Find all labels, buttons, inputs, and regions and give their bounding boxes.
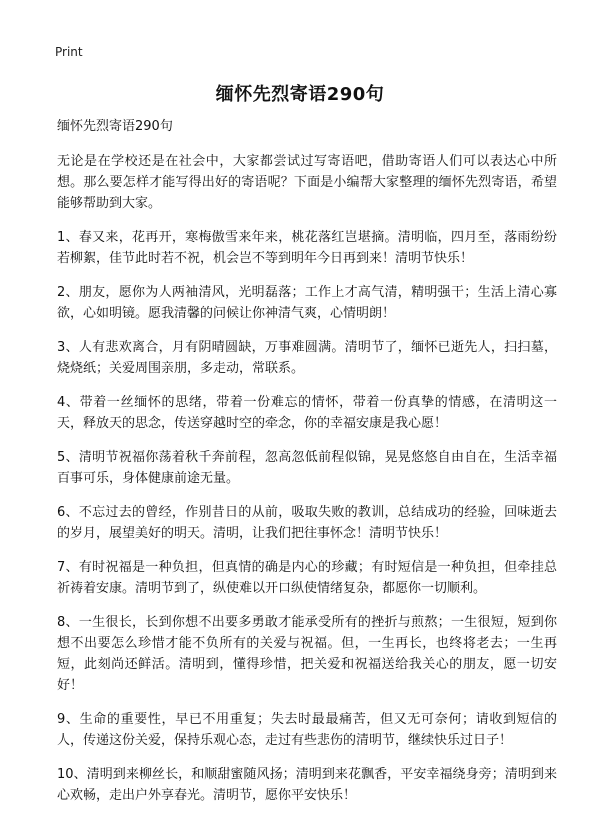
list-item: 9、生命的重要性，早已不用重复；失去时最最痛苦，但又无可奈何；请收到短信的人，传递这份关爱，保持乐观心态，走过有些悲伤的清明节，继续快乐过日子！ — [57, 712, 557, 748]
list-item: 2、朋友，愿你为人两袖清风，光明磊落；工作上才高气清，精明强干；生活上清心寡欲，心如明镜。愿我清馨的问候让你神清气爽，心情明朗！ — [57, 285, 557, 321]
list-item: 5、清明节祝福你荡着秋千奔前程，忽高忽低前程似锦，晃晃悠悠自由自在，生活幸福百事可乐，身体健康前途无量。 — [57, 450, 557, 486]
print-link[interactable]: Print — [55, 45, 83, 59]
intro-paragraph: 无论是在学校还是在社会中，大家都尝试过写寄语吧，借助寄语人们可以表达心中所想。那么要怎样才能写得出好的寄语呢？下面是小编帮大家整理的缅怀先烈寄语，希望能够帮助到大家。 — [57, 154, 557, 211]
list-item: 4、带着一丝缅怀的思绪，带着一份难忘的情怀，带着一份真挚的情感，在清明这一天，释放天的思念，传送穿越时空的牵念，你的幸福安康是我心愿！ — [57, 395, 557, 431]
page-title: 缅怀先烈寄语290句 — [215, 84, 385, 105]
document-body — [57, 117, 557, 819]
list-item: 10、清明到来柳丝长，和顺甜蜜随风扬；清明到来花飘香，平安幸福绕身旁；清明到来心欢畅，走出户外享春光。清明节，愿你平安快乐！ — [57, 767, 557, 803]
list-item: 8、一生很长，长到你想不出要多勇敢才能承受所有的挫折与煎熬；一生很短，短到你想不出要怎么珍惜才能不负所有的关爱与祝福。但，一生再长，也终将老去；一生再短，此刻尚还鲜活。清明到，懂得珍惜，把关爱和祝福送给我关心的朋友，愿一切安好！ — [57, 615, 557, 693]
list-item: 1、春又来，花再开，寒梅傲雪来年来，桃花落红岂堪摘。清明临，四月至，落雨纷纷若柳絮，佳节此时若不祝，机会岂不等到明年今日再到来！清明节快乐！ — [57, 230, 557, 266]
list-item: 7、有时祝福是一种负担，但真情的确是内心的珍藏；有时短信是一种负担，但牵挂总祈祷着安康。清明节到了，纵使难以开口纵使情绪复杂，都愿你一切顺利。 — [57, 560, 557, 596]
document-subtitle: 缅怀先烈寄语290句 — [57, 119, 173, 134]
list-item: 6、不忘过去的曾经，作别昔日的从前，吸取失败的教训，总结成功的经验，回味逝去的岁月，展望美好的明天。清明，让我们把往事怀念！清明节快乐！ — [57, 505, 557, 541]
list-item: 3、人有悲欢离合，月有阴晴圆缺，万事难圆满。清明节了，缅怀已逝先人，扫扫墓，烧烧纸；关爱周围亲朋，多走动，常联系。 — [57, 340, 557, 376]
